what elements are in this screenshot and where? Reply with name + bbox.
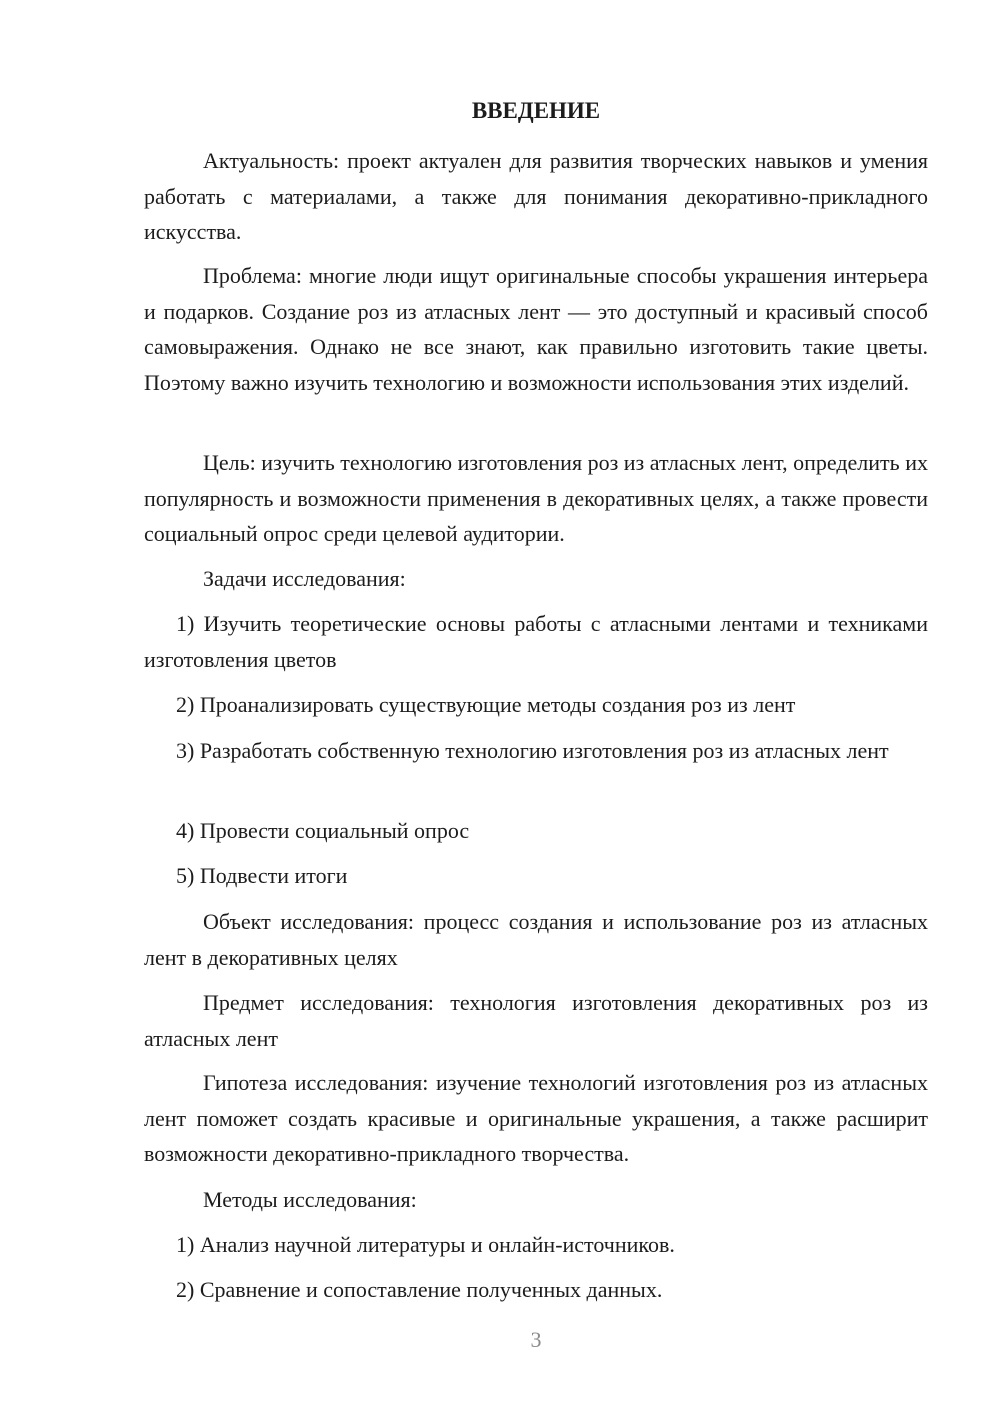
subject-paragraph: Предмет исследования: технология изготовления декоративных роз из атласных лент [144,990,928,1051]
relevance-paragraph: Актуальность: проект актуален для развития творческих навыков и умения работать с материалами, а также для понимания декоративно-прикладного искусства. [144,148,928,244]
task-item-3: 3) Разработать собственную технологию изготовления роз из атласных лент [176,738,889,763]
task-item-2: 2) Проанализировать существующие методы создания роз из лент [176,692,796,717]
task-item-1: 1) Изучить теоретические основы работы с атласными лентами и техниками изготовления цветов [144,611,928,672]
page-number: 3 [530,1327,542,1352]
object-paragraph: Объект исследования: процесс создания и использование роз из атласных лент в декоративных целях [144,909,928,970]
task-item-4: 4) Провести социальный опрос [176,818,470,843]
problem-paragraph: Проблема: многие люди ищут оригинальные способы украшения интерьера и подарков. Создание роз из атласных лент — это доступный и красивый способ самовыражения. Однако не все знают, как правильно изготовить такие цветы. Поэтому важно изучить технологию и возможности использования этих изделий. [144,263,928,395]
task-item-5: 5) Подвести итоги [176,863,348,888]
method-item-1: 1) Анализ научной литературы и онлайн-источников. [176,1232,675,1257]
hypothesis-paragraph: Гипотеза исследования: изучение технологий изготовления роз из атласных лент поможет создать красивые и оригинальные украшения, а также расширит возможности декоративно-прикладного творчества. [144,1070,928,1166]
methods-heading: Методы исследования: [203,1187,417,1212]
tasks-heading: Задачи исследования: [203,566,406,591]
method-item-2: 2) Сравнение и сопоставление полученных данных. [176,1277,663,1302]
page-title: ВВЕДЕНИЕ [471,98,601,123]
goal-paragraph: Цель: изучить технологию изготовления роз из атласных лент, определить их популярность и возможности применения в декоративных целях, а также провести социальный опрос среди целевой аудитории. [144,450,928,546]
